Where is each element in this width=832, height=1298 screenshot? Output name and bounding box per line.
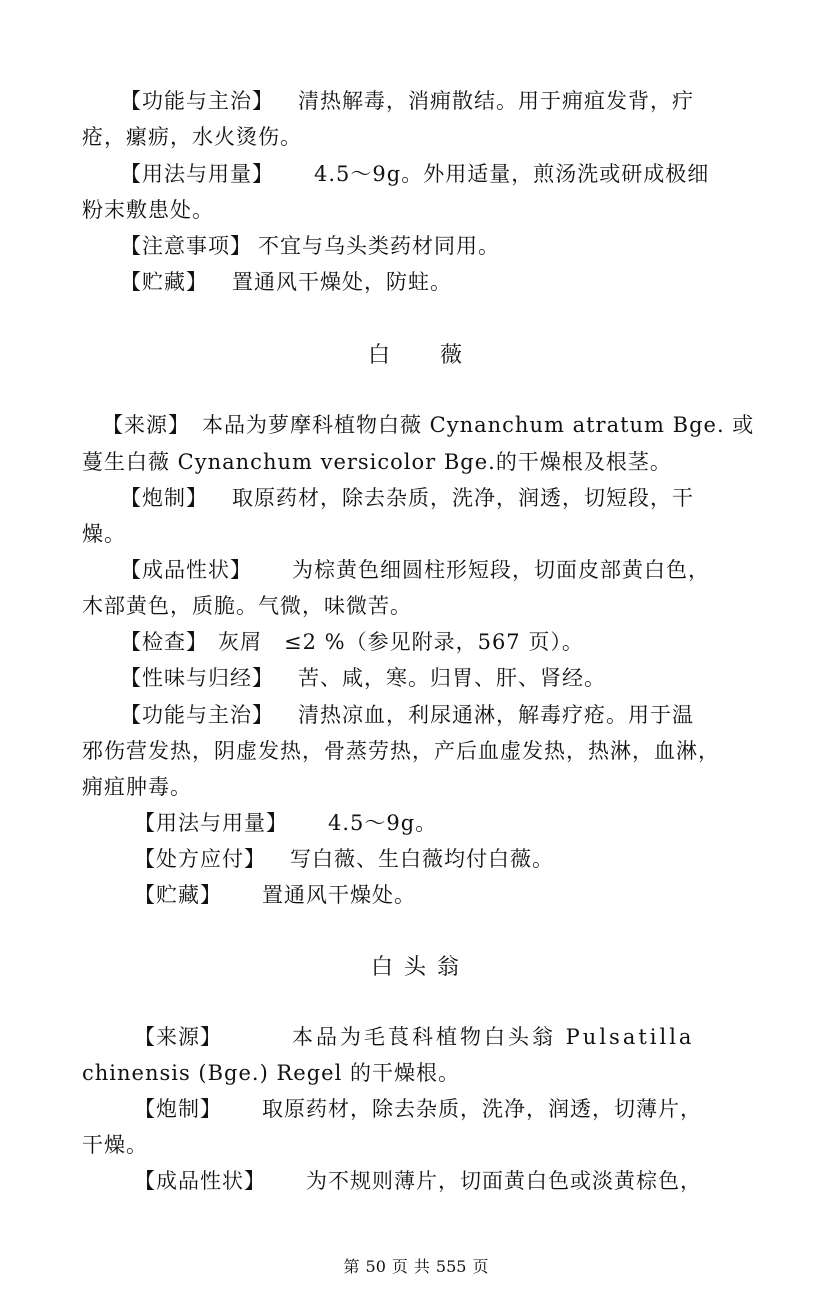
text-line (0, 808, 832, 838)
section-label: 【功能与主治】 (120, 703, 274, 727)
section-label: 【用法与用量】 (120, 162, 274, 186)
text-line (0, 1094, 832, 1124)
body-text: 取原药材，除去杂质，洗净，润透，切短段，干 (232, 486, 694, 510)
text-line (0, 663, 832, 693)
text-line (0, 86, 832, 116)
footer-text: 第 (343, 1257, 360, 1276)
section-label: 【用法与用量】 (134, 811, 288, 835)
body-text: 为不规则薄片，切面黄白色或淡黄棕色， (306, 1169, 702, 1193)
page-footer (0, 1254, 832, 1277)
text-line (0, 1130, 832, 1160)
text-line (0, 410, 832, 440)
body-text: 不宜与乌头类药材同用。 (258, 234, 500, 258)
section-label: 【贮藏】 (120, 270, 208, 294)
section-label: 【炮制】 (120, 486, 208, 510)
text-line (0, 1058, 832, 1088)
body-text: 蔓生白薇 Cynanchum versicolor Bge.的干燥根及根茎。 (82, 450, 672, 474)
text-line (0, 555, 832, 585)
body-text: 干燥。 (82, 1133, 148, 1157)
text-line (0, 122, 832, 152)
page-number: 50 (365, 1257, 386, 1276)
section-label: 【成品性状】 (134, 1169, 266, 1193)
body-text: 粉末敷患处。 (82, 198, 214, 222)
section-label: 【性味与归经】 (120, 666, 274, 690)
section-label: 【炮制】 (134, 1097, 222, 1121)
section-title: 白 薇 (367, 343, 464, 368)
text-line (0, 1022, 832, 1052)
footer-text: 页 (472, 1257, 489, 1276)
body-text: chinensis (Bge.) Regel 的干燥根。 (82, 1061, 460, 1085)
section-label: 【注意事项】 (120, 234, 252, 258)
footer-text: 页 (391, 1257, 408, 1276)
body-text: 为棕黄色细圆柱形短段，切面皮部黄白色， (292, 558, 710, 582)
text-line (0, 483, 832, 513)
body-text: 清热解毒，消痈散结。用于痈疽发背，疔 (298, 89, 694, 113)
text-line (0, 519, 832, 549)
body-text: 置通风干燥处，防蛀。 (232, 270, 452, 294)
text-line (0, 700, 832, 730)
section-title: 白 头 翁 (371, 955, 461, 980)
body-text: 4.5～9g。外用适量，煎汤洗或研成极细 (314, 162, 710, 186)
section-label: 【处方应付】 (134, 847, 266, 871)
text-line (0, 844, 832, 874)
body-text: 邪伤营发热，阴虚发热，骨蒸劳热，产后血虚发热，热淋，血淋， (82, 739, 720, 763)
section-label: 【功能与主治】 (120, 89, 274, 113)
text-line (0, 736, 832, 766)
section-label: 【来源】 (134, 1025, 222, 1049)
body-text: 痈疽肿毒。 (82, 775, 192, 799)
body-text: 本品为萝摩科植物白薇 Cynanchum atratum Bge. 或 (202, 413, 755, 437)
total-pages: 555 (435, 1257, 467, 1276)
footer-text: 共 (413, 1257, 430, 1276)
body-text: 木部黄色，质脆。气微，味微苦。 (82, 594, 412, 618)
text-line (0, 772, 832, 802)
section-label: 【成品性状】 (120, 558, 252, 582)
text-line (0, 1166, 832, 1196)
body-text: 苦、咸，寒。归胃、肝、肾经。 (298, 666, 606, 690)
body-text: 置通风干燥处。 (262, 883, 416, 907)
section-label: 【贮藏】 (134, 883, 222, 907)
body-text: 灰屑 ≤2 %（参见附录，567 页）。 (218, 630, 584, 654)
body-text: 清热凉血，利尿通淋，解毒疗疮。用于温 (298, 703, 694, 727)
text-line (0, 591, 832, 621)
text-line (0, 880, 832, 910)
body-text: 疮，瘰疬，水火烫伤。 (82, 125, 302, 149)
text-line (0, 159, 832, 189)
body-text: 4.5～9g。 (328, 811, 438, 835)
text-line (0, 195, 832, 225)
section-label: 【检查】 (120, 630, 208, 654)
body-text: 取原药材，除去杂质，洗净，润透，切薄片， (262, 1097, 702, 1121)
text-line (0, 627, 832, 657)
text-line (0, 231, 832, 261)
body-text: 写白薇、生白薇均付白薇。 (290, 847, 554, 871)
section-label: 【来源】 (102, 413, 190, 437)
body-text: 本品为毛茛科植物白头翁 Pulsatilla (292, 1025, 695, 1049)
text-line (0, 447, 832, 477)
text-line (0, 267, 832, 297)
body-text: 燥。 (82, 522, 126, 546)
